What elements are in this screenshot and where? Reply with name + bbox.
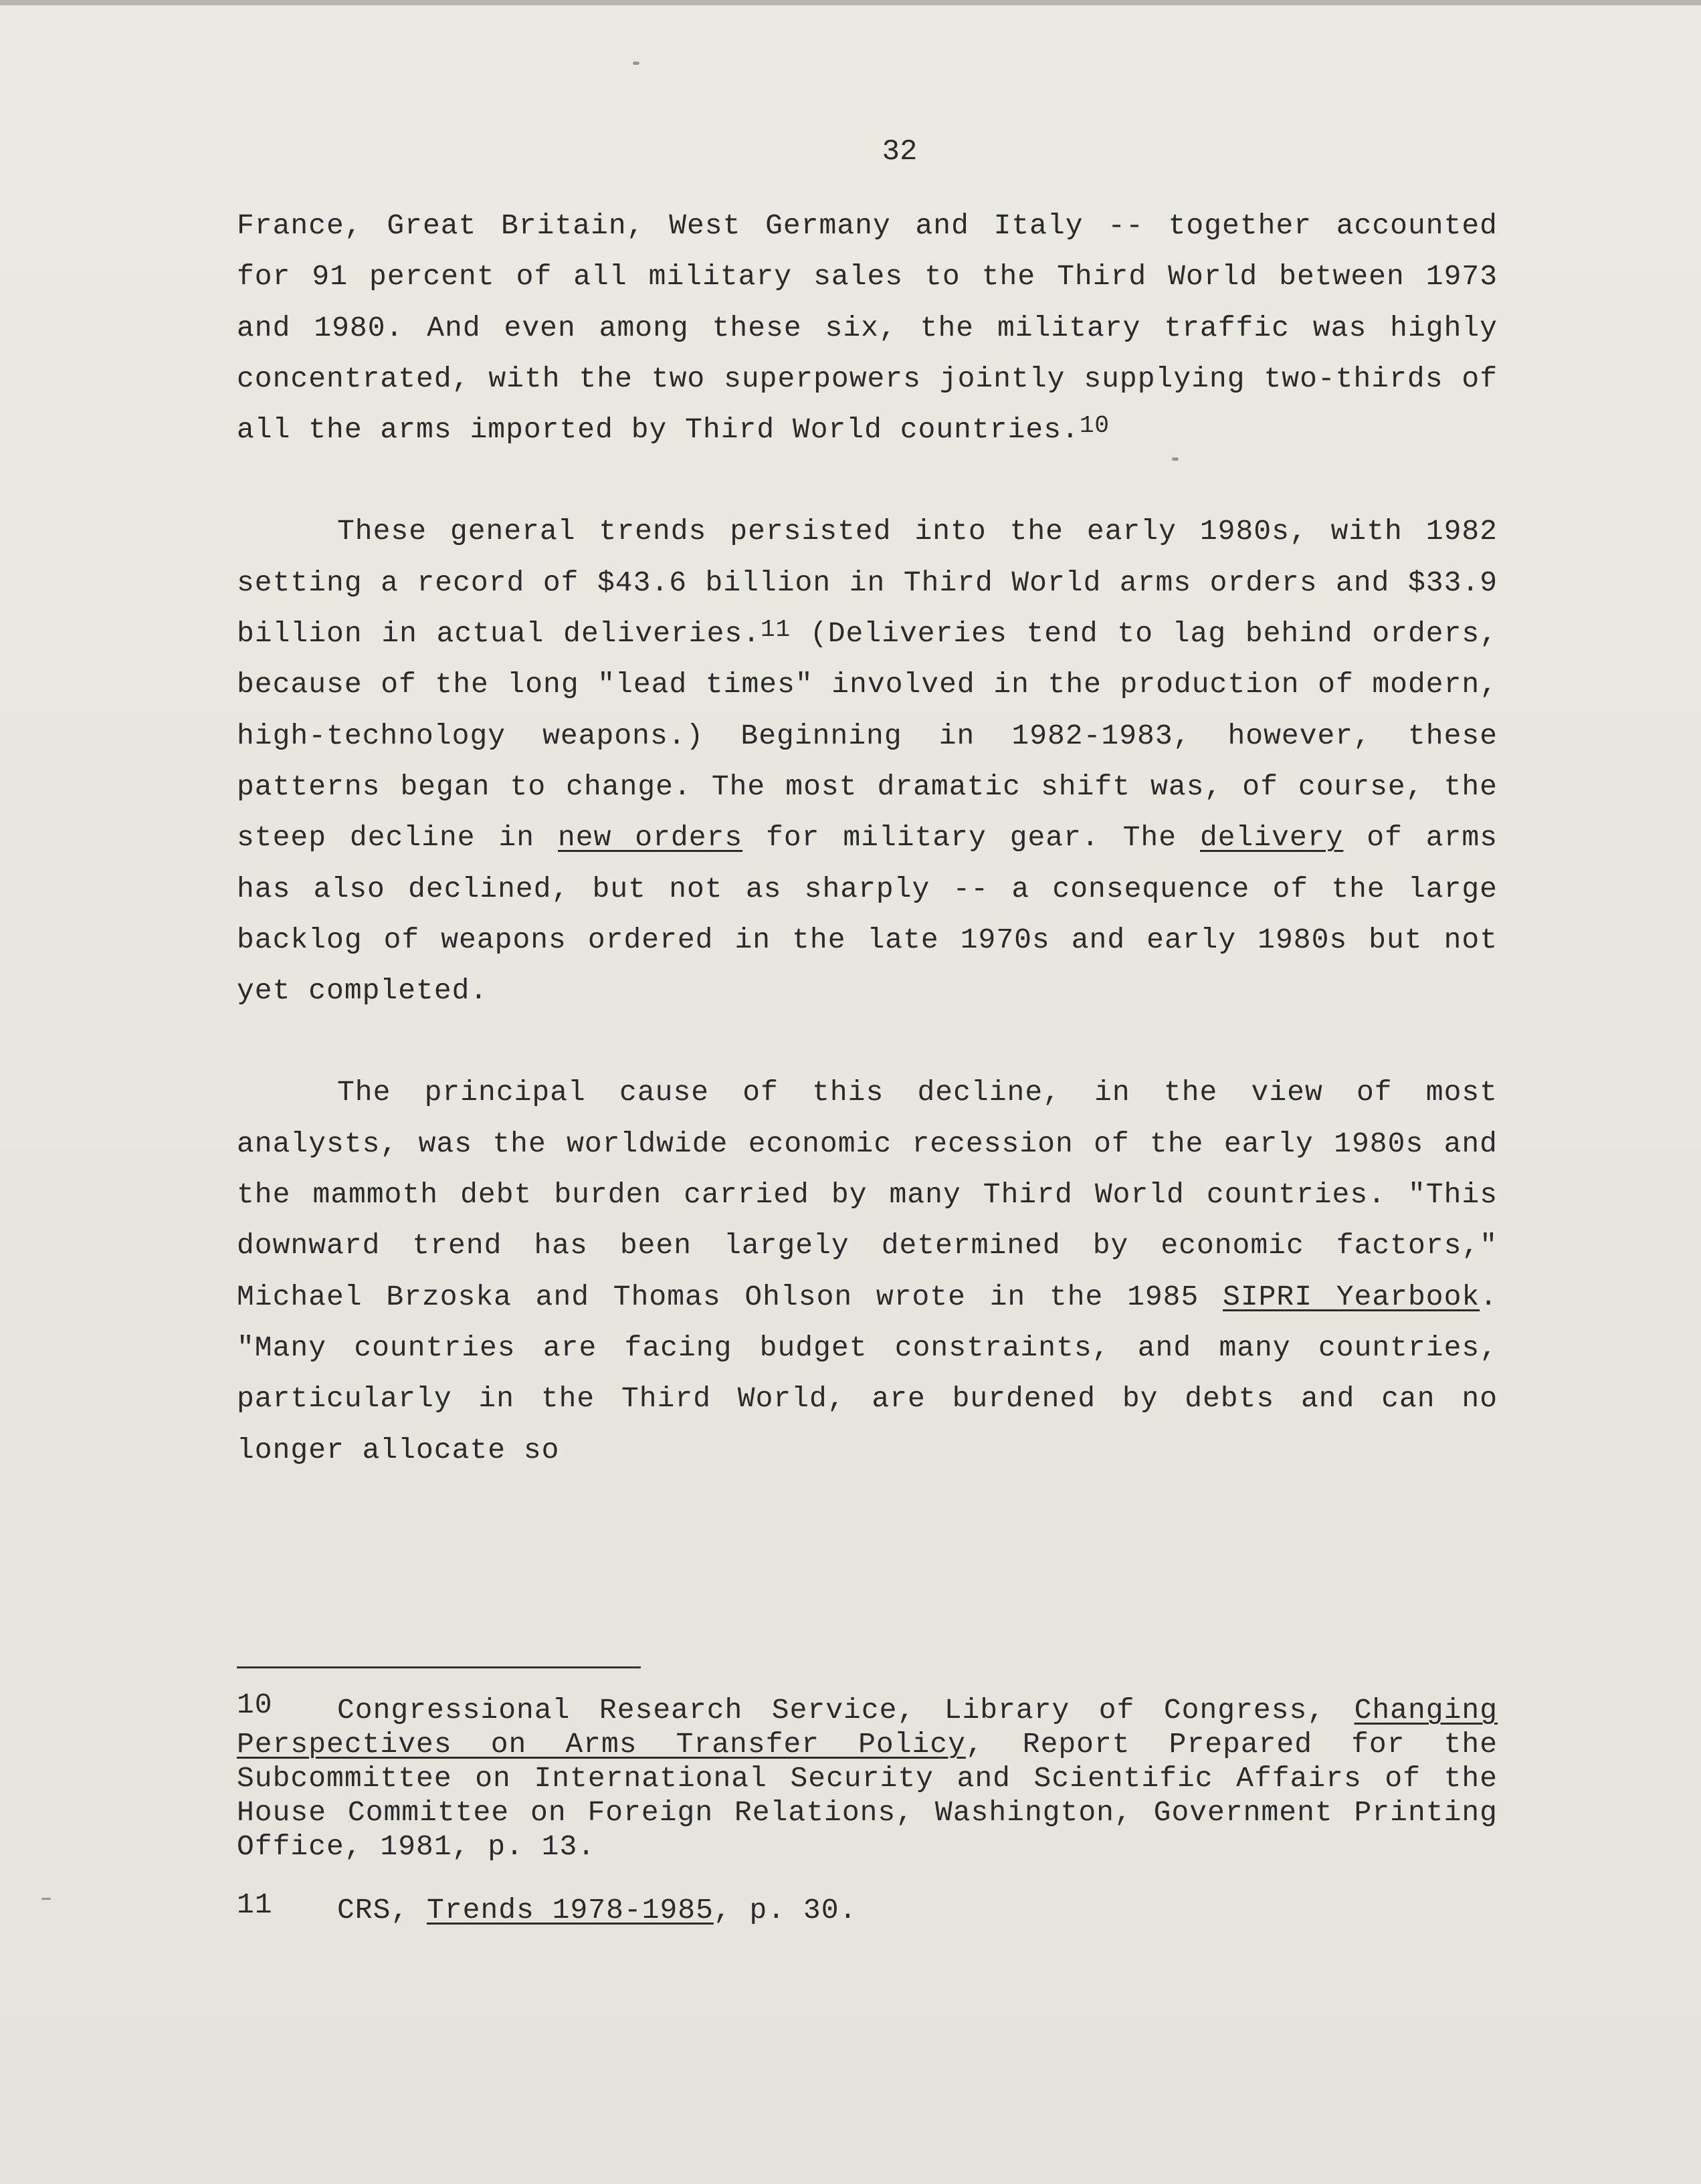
text-run: . "Many countries are facing budget constraints, and many countries, particularly in the Third World, are burdened by debts and can no longer allocate so xyxy=(237,1280,1498,1466)
footnotes xyxy=(237,1688,1498,1927)
text-run: These general trends persisted into the early 1980s, with 1982 setting a record of $43.6 billion in Third World arms orders and $33.9 billion in actual deliveries. xyxy=(237,515,1498,651)
underlined-title: SIPRI Yearbook xyxy=(1223,1280,1480,1313)
underlined-title: Trends 1978-1985 xyxy=(427,1894,714,1927)
underlined-title: delivery xyxy=(1199,821,1344,855)
paragraph xyxy=(237,506,1498,1016)
text-run: , Report Prepared for the Subcommittee on International Security and Scientific Affairs of the House Committee on Foreign Relations, Washington, Government Printing Office, 1981, p. 13. xyxy=(237,1728,1498,1863)
text-run: France, Great Britain, West Germany and Italy -- together accounted for 91 percent of all military sales to the Third World between 1973 and 1980. And even among these six, the military traffic was highly concentrated, with the two superpowers jointly supplying two-thirds of all the arms imported by Third World countries. xyxy=(237,209,1498,447)
text-run: of arms has also declined, but not as sharply -- a consequence of the large backlog of weapons ordered in the late 1970s and early 1980s but not yet completed. xyxy=(237,821,1498,1008)
footnote-divider xyxy=(237,1666,641,1668)
underlined-title: Changing Perspectives on Arms Transfer Policy xyxy=(237,1694,1498,1761)
scan-speck xyxy=(41,1898,51,1900)
text-run: The principal cause of this decline, in the view of most analysts, was the worldwide economic recession of the early 1980s and the mammoth debt burden carried by many Third World countries. "This downward trend has been largely determined by economic factors," Michael Brzoska and Thomas Ohlson wrote in the 1985 xyxy=(237,1076,1498,1313)
underlined-title: new orders xyxy=(557,821,743,855)
text-run: CRS, xyxy=(337,1894,427,1927)
footnote-number: 11 xyxy=(237,1888,273,1921)
scan-top-edge xyxy=(0,0,1701,5)
paragraph xyxy=(237,201,1498,455)
footnote-number: 10 xyxy=(237,1688,273,1721)
scan-speck xyxy=(633,62,639,65)
text-run: for military gear. The xyxy=(742,821,1200,855)
footnote xyxy=(237,1888,1498,1927)
body-text xyxy=(237,201,1498,1476)
footnote-reference: 11 xyxy=(761,616,791,644)
page-number: 32 xyxy=(882,135,918,169)
paragraph xyxy=(237,1067,1498,1475)
text-run: Congressional Research Service, Library of Congress, xyxy=(337,1694,1355,1727)
footnote xyxy=(237,1688,1498,1864)
text-run: , p. 30. xyxy=(713,1894,858,1927)
text-run: (Deliveries tend to lag behind orders, because of the long "lead times" involved in the production of modern, high-technology weapons.) Beginning in 1982-1983, however, these patterns began to change. The most dramatic shift was, of course, the steep decline in xyxy=(237,617,1498,855)
footnote-reference: 10 xyxy=(1079,412,1110,440)
